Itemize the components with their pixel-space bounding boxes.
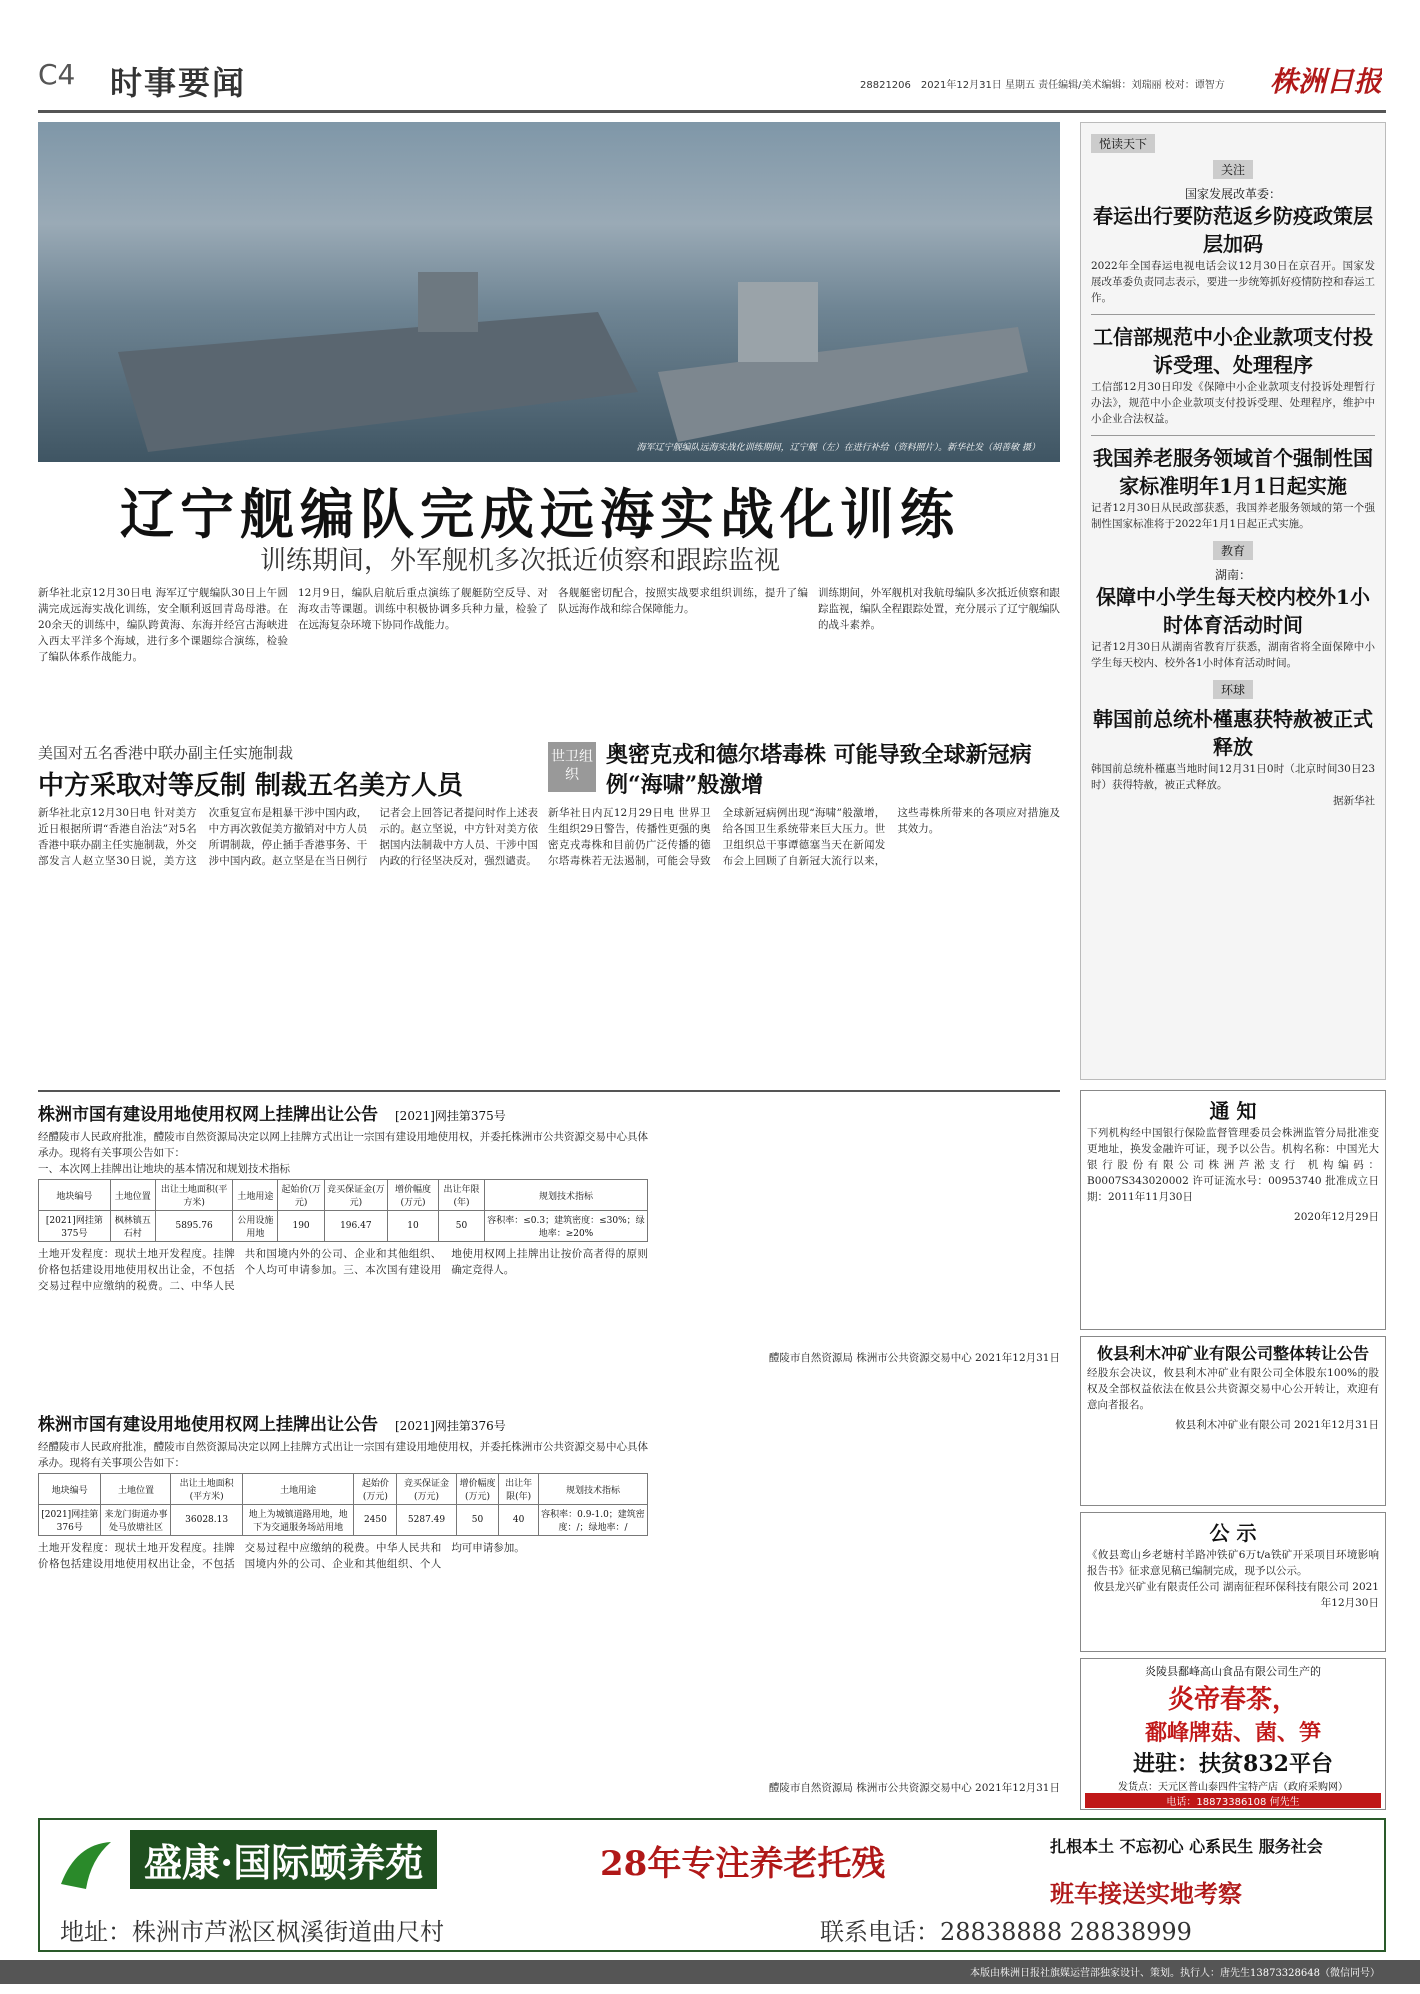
notice-intro: 经醴陵市人民政府批准，醴陵市自然资源局决定以网上挂牌方式出让一宗国有建设用地使用权，并委托株洲市公共资源交易中心具体承办。现将有关事项公告如下： xyxy=(38,1131,648,1159)
table-row xyxy=(39,1180,648,1211)
table-cell: 竞买保证金(万元) xyxy=(324,1180,387,1211)
table-cell: 土地位置 xyxy=(110,1180,155,1211)
notice1-right xyxy=(648,1100,1060,1400)
story2-kicker: 美国对五名香港中联办副主任实施制裁 xyxy=(38,744,294,762)
table-cell: 出让年限(年) xyxy=(439,1180,485,1211)
table-title: 一、本次网上挂牌出让地块的基本情况和规划技术指标 xyxy=(38,1163,290,1175)
table-cell: [2021]网挂第376号 xyxy=(39,1505,101,1536)
table-row xyxy=(39,1505,648,1536)
transfer-notice xyxy=(1080,1336,1386,1506)
table-cell: 2450 xyxy=(354,1505,397,1536)
table-cell: 规划技术指标 xyxy=(484,1180,647,1211)
sidebar-inner xyxy=(1081,123,1385,819)
page-number: C4 xyxy=(38,58,76,91)
sidebar-brand: 悦读天下 xyxy=(1091,134,1155,153)
notice3-body: 下列机构经中国银行保险监督管理委员会株洲监管分局批准变更地址，换发金融许可证，现予以公告。机构名称：中国光大银行股份有限公司株洲芦淞支行 机构编码：B0007S343020002 许可证流水号：00953740 批准成立日期：2011年11月30日 xyxy=(1087,1127,1379,1203)
s2-body: 工信部12月30日印发《保障中小企业款项支付投诉处理暂行办法》，规范中小企业款项支付投诉受理、处理程序，维护中小企业合法权益。 xyxy=(1091,381,1375,425)
tag-world: 环球 xyxy=(1213,680,1253,699)
table-row xyxy=(39,1211,648,1242)
separator xyxy=(1091,435,1375,436)
editor-meta: 2021年12月31日 星期五 责任编辑/美术编辑：刘瑞丽 校对：谭智方 xyxy=(920,80,1225,91)
lead-col-3: 各舰艇密切配合，按照实战要求组织训练，提升了编队远海作战和综合保障能力。 xyxy=(558,587,808,615)
s3-title: 我国养老服务领域首个强制性国家标准明年1月1日起实施 xyxy=(1093,446,1373,498)
table-cell: [2021]网挂第375号 xyxy=(39,1211,111,1242)
s3-body: 记者12月30日从民政部获悉，我国养老服务领域的第一个强制性国家标准将于2022年1月1日起正式实施。 xyxy=(1091,502,1375,530)
notice-body: 土地开发程度：现状土地开发程度。挂牌价格包括建设用地使用权出让金，不包括交易过程中应缴纳的税费。中华人民共和国境内外的公司、企业和其他组织、个人均可申请参加。 xyxy=(38,1542,525,1570)
sidebar xyxy=(1080,122,1386,1080)
notice-sign: 醴陵市自然资源局 株洲市公共资源交易中心 2021年12月31日 xyxy=(768,1352,1060,1364)
table-cell: 5895.76 xyxy=(155,1211,232,1242)
promo-line1: 炎陵县鄱峰高山食品有限公司生产的 xyxy=(1145,1665,1321,1678)
notice5-title: 公 示 xyxy=(1209,1521,1257,1545)
notice-body: 土地开发程度：现状土地开发程度。挂牌价格包括建设用地使用权出让金，不包括交易过程中应缴纳的税费。二、中华人民共和国境内外的公司、企业和其他组织、个人均可申请参加。三、本次国有建设用地使用权网上挂牌出让按价高者得的原则确定竞得人。 xyxy=(38,1248,648,1292)
tea-promo xyxy=(1080,1658,1386,1810)
land-table xyxy=(38,1473,648,1536)
phone: 28821206 xyxy=(860,80,911,91)
hand-logo-icon xyxy=(56,1834,116,1894)
s4-title: 保障中小学生每天校内校外1小时体育活动时间 xyxy=(1096,585,1370,637)
s1-title: 春运出行要防范返乡防疫政策层层加码 xyxy=(1093,204,1373,256)
ad-address: 地址：株洲市芦淞区枫溪街道曲尺村 xyxy=(60,1918,444,1946)
table-cell: 土地位置 xyxy=(101,1474,171,1505)
table-cell: 公用设施用地 xyxy=(233,1211,278,1242)
notice3-date: 2020年12月29日 xyxy=(1294,1211,1379,1223)
carrier-photo xyxy=(38,122,1060,462)
lead-col-2: 12月9日，编队启航后重点演练了舰艇防空反导、对海攻击等课题。训练中积极协调多兵种力量，检验了在远海复杂环境下协同作战能力。 xyxy=(298,587,548,631)
table-cell: 土地用途 xyxy=(242,1474,354,1505)
story3-title: 奥密克戎和德尔塔毒株 可能导致全球新冠病例“海啸”般激增 xyxy=(606,742,1032,798)
separator xyxy=(1091,314,1375,315)
promo-line2: 炎帝春茶， xyxy=(1167,1685,1298,1715)
table-cell: 容积率：0.9-1.0；建筑密度：/；绿地率：/ xyxy=(538,1505,647,1536)
table-cell: 规划技术指标 xyxy=(538,1474,647,1505)
table-cell: 容积率：≤0.3；建筑密度：≤30%；绿地率：≥20% xyxy=(484,1211,647,1242)
lead-col-1: 新华社北京12月30日电 海军辽宁舰编队30日上午圆满完成远海实战化训练，安全顺利返回青岛母港。在20余天的训练中，编队跨黄海、东海并经宫古海峡进入西太平洋多个海域，进行多个课题综合演练，检验了编队体系作战能力。 xyxy=(38,587,288,663)
land-notice-376 xyxy=(38,1410,648,1810)
ad-sub: 班车接送实地考察 xyxy=(1050,1879,1242,1908)
s5-source: 据新华社 xyxy=(1333,795,1375,807)
footer: 本版由株洲日报社旗媒运营部独家设计、策划。执行人：唐先生13873328648（微信同号） xyxy=(0,1960,1420,1984)
table-cell: 地块编号 xyxy=(39,1474,101,1505)
notice5-sign: 攸县龙兴矿业有限责任公司 湖南征程环保科技有限公司 2021年12月30日 xyxy=(1093,1581,1379,1609)
promo-phone: 电话：18873386108 何先生 xyxy=(1085,1793,1381,1808)
s4-body: 记者12月30日从湖南省教育厅获悉，湖南省将全面保障中小学生每天校内、校外各1小时体育活动时间。 xyxy=(1091,641,1375,669)
table-cell: 增价幅度(万元) xyxy=(456,1474,499,1505)
table-cell: 增价幅度(万元) xyxy=(387,1180,438,1211)
table-cell: 36028.13 xyxy=(171,1505,242,1536)
table-cell: 枫林镇五石村 xyxy=(110,1211,155,1242)
table-cell: 190 xyxy=(278,1211,324,1242)
ad-name: 盛康·国际颐养苑 xyxy=(130,1830,437,1889)
ship-illustration xyxy=(38,122,1060,462)
promo-line5: 发货点：天元区普山泰四件宝特产店（政府采购网） xyxy=(1118,1782,1348,1793)
section-title: 时事要闻 xyxy=(110,64,247,102)
notice-title xyxy=(38,1100,648,1125)
newspaper-logo: 株洲日报 xyxy=(1270,65,1383,98)
ad-tel: 联系电话：28838888 28838999 xyxy=(820,1918,1192,1946)
table-row xyxy=(39,1474,648,1505)
lead-subhead: 训练期间，外军舰机多次抵近侦察和跟踪监视 xyxy=(260,546,781,576)
notice-intro: 经醴陵市人民政府批准，醴陵市自然资源局决定以网上挂牌方式出让一宗国有建设用地使用权，并委托株洲市公共资源交易中心具体承办。现将有关事项公告如下： xyxy=(38,1441,648,1469)
s5-title: 韩国前总统朴槿惠获特赦被正式释放 xyxy=(1093,707,1373,759)
s2-title: 工信部规范中小企业款项支付投诉受理、处理程序 xyxy=(1093,325,1373,377)
tag-focus: 关注 xyxy=(1213,160,1253,179)
tag-education: 教育 xyxy=(1213,541,1253,560)
s5-body: 韩国前总统朴槿惠当地时间12月31日0时（北京时间30日23时）获得特赦，被正式释放。 xyxy=(1091,763,1375,791)
lead-col-4: 训练期间，外军舰机对我航母编队多次抵近侦察和跟踪监视，编队全程跟踪处置，充分展示了辽宁舰编队的战斗素养。 xyxy=(818,587,1060,631)
tag-row xyxy=(1091,159,1375,179)
table-cell: 50 xyxy=(456,1505,499,1536)
public-notice xyxy=(1080,1512,1386,1652)
header-rule xyxy=(38,110,1386,113)
land-table xyxy=(38,1179,648,1242)
table-cell: 土地用途 xyxy=(233,1180,278,1211)
photo-caption: 海军辽宁舰编队远海实战化训练期间，辽宁舰（左）在进行补给（资料照片）。新华社发（胡善敏 摄） xyxy=(636,443,1040,453)
notice4-body: 经股东会决议，攸县利木冲矿业有限公司全体股东100%的股权及全部权益依法在攸县公共资源交易中心公开转让，欢迎有意向者报名。 xyxy=(1087,1367,1379,1411)
title-text: 株洲市国有建设用地使用权网上挂牌出让公告 xyxy=(38,1415,378,1435)
notice-title xyxy=(38,1410,648,1435)
s4-kicker: 湖南： xyxy=(1214,568,1251,582)
s1-body: 2022年全国春运电视电话会议12月30日在京召开。国家发展改革委负责同志表示，要进一步统筹抓好疫情防控和春运工作。 xyxy=(1091,260,1375,304)
table-cell: 起始价(万元) xyxy=(278,1180,324,1211)
table-cell: 地块编号 xyxy=(39,1180,111,1211)
story2-title: 中方采取对等反制 制裁五名美方人员 xyxy=(38,771,464,801)
table-cell: 出让年限(年) xyxy=(499,1474,539,1505)
ad-motto: 扎根本土 不忘初心 心系民生 服务社会 xyxy=(1050,1837,1323,1856)
land-notice-375 xyxy=(38,1100,648,1400)
tag-row xyxy=(1091,679,1375,699)
divider xyxy=(38,1090,1060,1092)
issue-meta xyxy=(860,76,1225,91)
notice-no: [2021]网挂第375号 xyxy=(395,1109,506,1123)
story3-tag: 世卫组织 xyxy=(548,742,596,792)
promo-line4: 进驻：扶贫832平台 xyxy=(1133,1751,1333,1777)
notice4-title: 攸县利木冲矿业有限公司整体转让公告 xyxy=(1096,1344,1369,1363)
promo-line3: 鄱峰牌菇、菌、笋 xyxy=(1144,1720,1321,1746)
table-cell: 起始价(万元) xyxy=(354,1474,397,1505)
notice3-title: 通 知 xyxy=(1209,1099,1257,1123)
notice2-right xyxy=(648,1410,1060,1810)
title-text: 株洲市国有建设用地使用权网上挂牌出让公告 xyxy=(38,1105,378,1125)
table-cell: 196.47 xyxy=(324,1211,387,1242)
notice-no: [2021]网挂第376号 xyxy=(395,1419,506,1433)
table-cell: 竞买保证金(万元) xyxy=(397,1474,456,1505)
table-cell: 10 xyxy=(387,1211,438,1242)
elderly-care-ad xyxy=(38,1818,1386,1952)
lead-headline: 辽宁舰编队完成远海实战化训练 xyxy=(120,482,960,546)
table-cell: 出让土地面积(平方米) xyxy=(171,1474,242,1505)
s1-kicker: 国家发展改革委： xyxy=(1184,187,1281,201)
table-cell: 来龙门街道办事处马放塘社区 xyxy=(101,1505,171,1536)
story3-body: 新华社日内瓦12月29日电 世界卫生组织29日警告，传播性更强的奥密克戎毒株和目前仍广泛传播的德尔塔毒株若无法遏制，可能会导致全球新冠病例出现“海啸”般激增，给各国卫生系统带来巨大压力。世卫组织总干事谭德塞当天在新闻发布会上回顾了自新冠大流行以来，这些毒株所带来的各项应对措施及其效力。 xyxy=(548,807,1060,867)
table-cell: 出让土地面积(平方米) xyxy=(155,1180,232,1211)
tag-row xyxy=(1091,540,1375,560)
bank-notice xyxy=(1080,1090,1386,1330)
ad-slogan: 28年专注养老托残 xyxy=(600,1844,886,1884)
table-cell: 5287.49 xyxy=(397,1505,456,1536)
notice4-sign: 攸县利木冲矿业有限公司 2021年12月31日 xyxy=(1175,1419,1379,1431)
table-cell: 50 xyxy=(439,1211,485,1242)
table-cell: 40 xyxy=(499,1505,539,1536)
notice-sign: 醴陵市自然资源局 株洲市公共资源交易中心 2021年12月31日 xyxy=(768,1782,1060,1794)
story2-body: 新华社北京12月30日电 针对美方近日根据所谓“香港自治法”对5名香港中联办副主任实施制裁，外交部发言人赵立坚30日说，美方这次重复宣布是粗暴干涉中国内政，中方再次敦促美方撤销对中方人员所谓制裁，停止插手香港事务、干涉中国内政。赵立坚是在当日例行记者会上回答记者提问时作上述表示的。赵立坚说，中方针对美方依据国内法制裁中方人员、干涉中国内政的行径坚决反对，强烈谴责。 xyxy=(38,807,538,867)
notice5-body: 《攸县鸾山乡老塘村羊路冲铁矿6万t/a铁矿开采项目环境影响报告书》征求意见稿已编制完成，现予以公示。 xyxy=(1087,1549,1379,1577)
table-cell: 地上为城镇道路用地，地下为交通服务场站用地 xyxy=(242,1505,354,1536)
